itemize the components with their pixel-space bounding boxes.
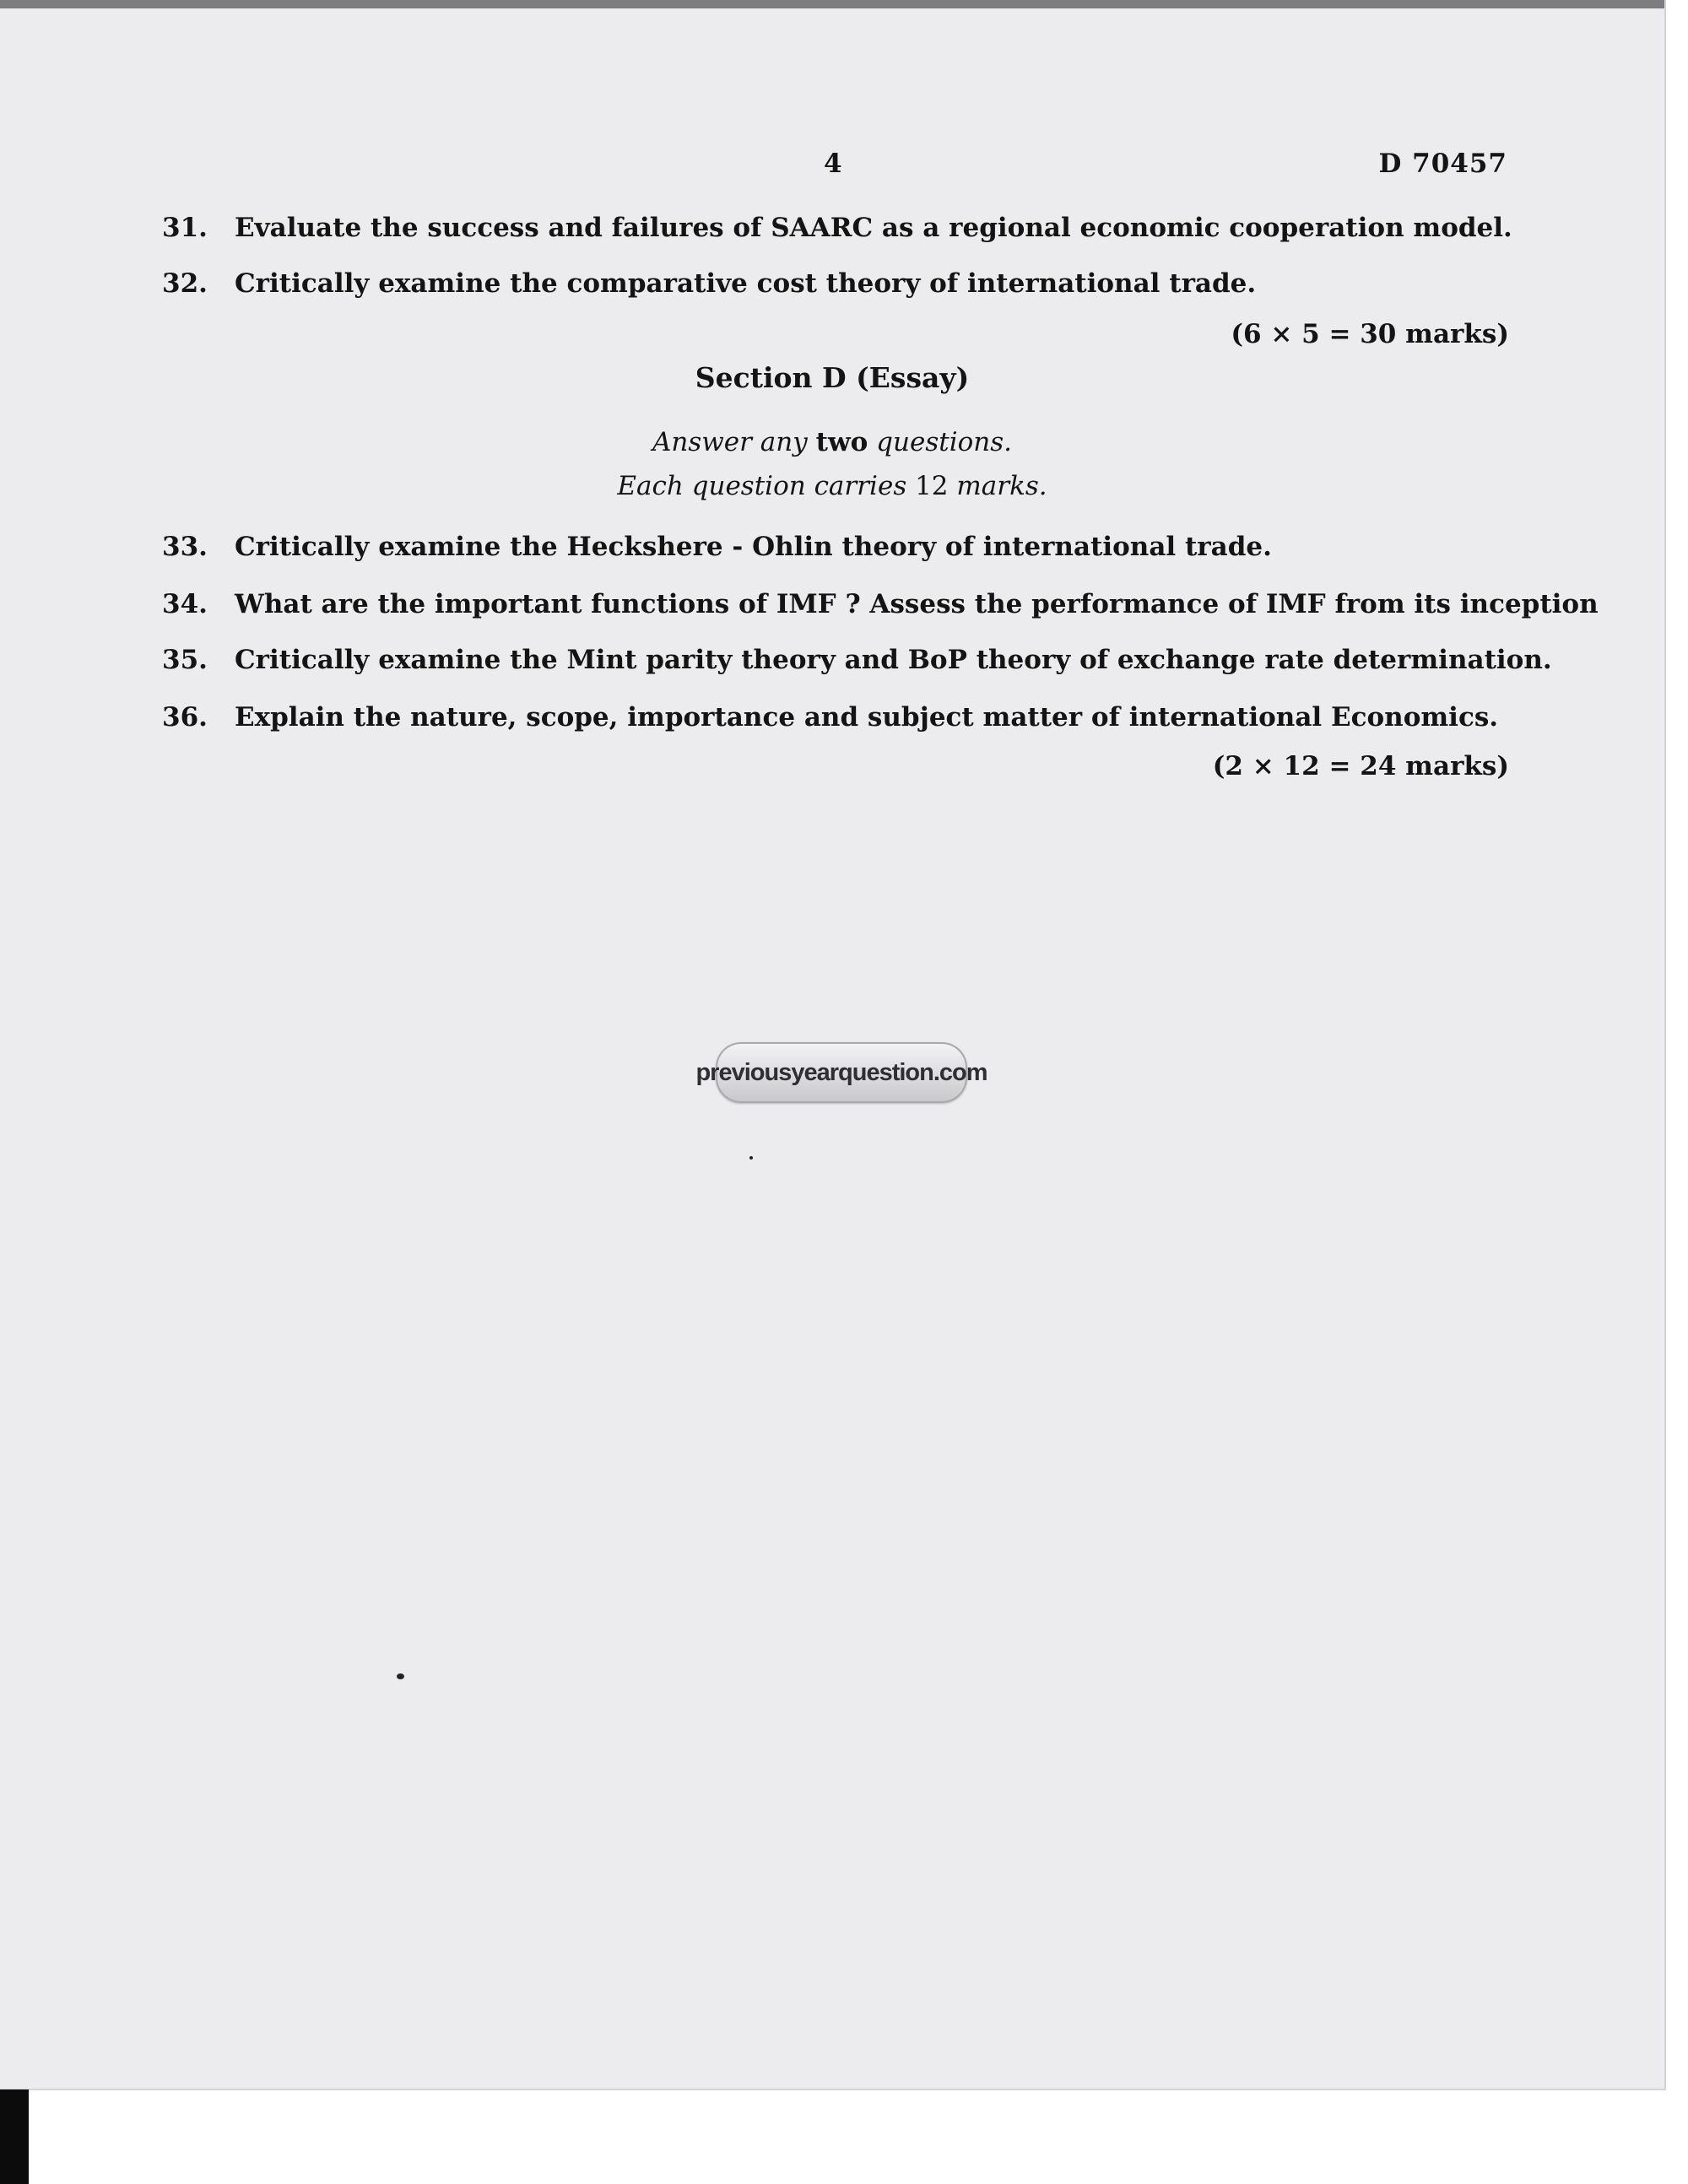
instruction-text: Each question carries: [617, 471, 916, 501]
question-number: 31.: [162, 213, 208, 243]
question-32: [162, 268, 1256, 299]
paper-code: D 70457: [1378, 149, 1507, 179]
question-number: 34.: [162, 589, 208, 619]
question-number: 32.: [162, 268, 208, 299]
scan-speck: [749, 1156, 753, 1160]
scan-top-edge: [0, 0, 1664, 8]
question-number: 33.: [162, 532, 208, 562]
scan-speck: [397, 1673, 404, 1679]
question-text: Critically examine the comparative cost theory of international trade.: [235, 268, 1257, 299]
watermark-logo: [695, 1042, 987, 1103]
question-33: [162, 532, 1272, 562]
section-d-title: Section D (Essay): [695, 361, 970, 394]
marks-instruction: [0, 471, 1664, 501]
watermark-text: previousyearquestion.com: [695, 1058, 987, 1086]
question-36: [162, 702, 1498, 733]
section-instruction: [0, 427, 1664, 457]
question-text: Explain the nature, scope, importance and subject matter of international Economics.: [235, 702, 1499, 733]
question-number: 35.: [162, 645, 208, 675]
question-34: [162, 589, 1599, 619]
instruction-marks: 12: [915, 471, 949, 501]
page-number: 4: [824, 149, 842, 179]
scan-margin-shadow: [0, 2089, 29, 2184]
question-31: [162, 213, 1512, 243]
instruction-text: Answer any: [652, 427, 816, 457]
instruction-text: questions.: [868, 427, 1012, 457]
instruction-text: marks.: [948, 471, 1047, 501]
question-text: What are the important functions of IMF ? Assess the performance of IMF from its inception: [235, 589, 1599, 619]
question-number: 36.: [162, 702, 208, 733]
question-text: Evaluate the success and failures of SAARC as a regional economic cooperation model.: [235, 213, 1512, 243]
question-text: Critically examine the Mint parity theory and BoP theory of exchange rate determination.: [235, 645, 1552, 675]
section-d-marks: (2 × 12 = 24 marks): [1212, 751, 1509, 781]
instruction-count: two: [815, 427, 868, 457]
question-35: [162, 645, 1552, 675]
question-text: Critically examine the Heckshere - Ohlin theory of international trade.: [235, 532, 1272, 562]
section-c-marks: (6 × 5 = 30 marks): [1231, 319, 1509, 349]
